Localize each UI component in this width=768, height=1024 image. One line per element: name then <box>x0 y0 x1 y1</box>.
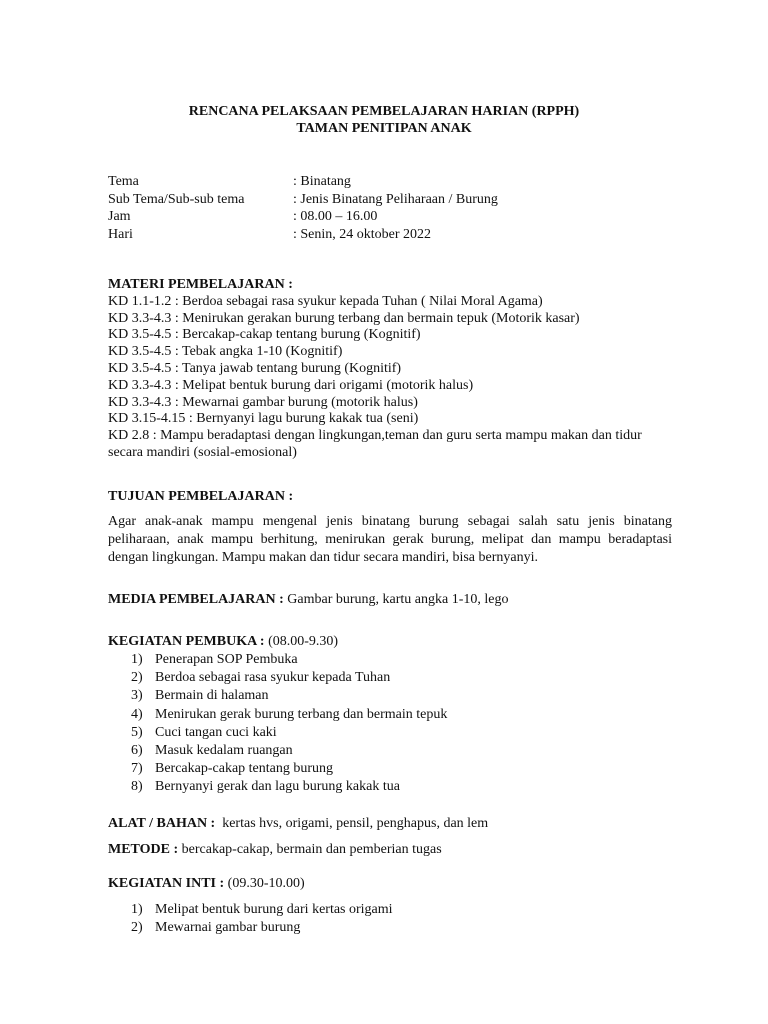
list-item <box>108 919 672 937</box>
list-text: Melipat bentuk burung dari kertas origami <box>155 902 393 917</box>
list-item <box>108 724 672 742</box>
info-value: : Senin, 24 oktober 2022 <box>293 226 432 242</box>
list-number: 6) <box>131 742 143 758</box>
list-number: 3) <box>131 688 143 704</box>
info-label: Tema <box>108 174 139 189</box>
materi-item: KD 3.3-4.3 : Mewarnai gambar burung (motorik halus) <box>108 394 418 410</box>
list-text: Bermain di halaman <box>155 688 269 704</box>
alat-section <box>108 815 672 832</box>
materi-item: KD 3.3-4.3 : Melipat bentuk burung dari origami (motorik halus) <box>108 377 474 393</box>
metode-heading: METODE : <box>108 842 179 857</box>
materi-item: KD 3.5-4.5 : Tebak angka 1-10 (Kognitif) <box>108 344 343 360</box>
list-text: Masuk kedalam ruangan <box>155 742 293 758</box>
info-label: Sub Tema/Sub-sub tema <box>108 191 245 207</box>
media-text: Gambar burung, kartu angka 1-10, lego <box>283 592 509 607</box>
list-number: 4) <box>131 706 143 722</box>
info-value: : Jenis Binatang Peliharaan / Burung <box>293 191 498 207</box>
list-text: Mewarnai gambar burung <box>155 920 301 936</box>
metode-section <box>108 841 672 858</box>
list-text: Menirukan gerak burung terbang dan bermain tepuk <box>155 706 448 722</box>
materi-item: KD 3.5-4.5 : Tanya jawab tentang burung (Kognitif) <box>108 360 402 376</box>
list-item <box>108 706 672 724</box>
list-number: 1) <box>131 652 143 667</box>
inti-heading-row <box>108 875 672 892</box>
materi-section <box>108 276 672 461</box>
document-title: RENCANA PELAKSAAN PEMBELAJARAN HARIAN (RPPH) <box>188 104 580 119</box>
list-text: Bercakap-cakap tentang burung <box>155 761 334 777</box>
info-label: Hari <box>108 226 133 242</box>
info-row-subtema <box>108 191 498 209</box>
list-text: Bernyanyi gerak dan lagu burung kakak tua <box>155 779 400 795</box>
materi-item: KD 3.5-4.5 : Bercakap-cakap tentang burung (Kognitif) <box>108 327 421 343</box>
list-text: Berdoa sebagai rasa syukur kepada Tuhan <box>155 670 391 686</box>
materi-item: KD 3.15-4.15 : Bernyanyi lagu burung kakak tua (seni) <box>108 411 419 427</box>
materi-item: KD 1.1-1.2 : Berdoa sebagai rasa syukur kepada Tuhan ( Nilai Moral Agama) <box>108 293 543 309</box>
materi-item: KD 3.3-4.3 : Menirukan gerakan burung terbang dan bermain tepuk (Motorik kasar) <box>108 310 580 326</box>
info-value: : 08.00 – 16.00 <box>293 209 378 224</box>
inti-time: (09.30-10.00) <box>224 876 305 891</box>
info-table <box>108 173 498 243</box>
metode-text: bercakap-cakap, bermain dan pemberian tugas <box>178 842 442 857</box>
pembuka-list <box>108 651 672 797</box>
list-text: Cuci tangan cuci kaki <box>155 724 277 740</box>
inti-list <box>108 901 672 937</box>
inti-heading: KEGIATAN INTI : <box>108 876 225 891</box>
alat-heading: ALAT / BAHAN : <box>108 816 216 831</box>
list-item <box>108 742 672 760</box>
materi-heading: MATERI PEMBELAJARAN : <box>108 277 293 292</box>
info-row-hari <box>108 226 498 244</box>
info-label: Jam <box>108 209 131 224</box>
tujuan-paragraph: Agar anak-anak mampu mengenal jenis binatang burung sebagai salah satu jenis binatang peliharaan, anak mampu berhitung, menirukan gerak burung, melipat dan mampu beradaptasi dengan lingkungan. Mampu makan dan tidur secara mandiri, bisa bernyanyi. <box>108 514 672 565</box>
media-heading: MEDIA PEMBELAJARAN : <box>108 592 284 607</box>
list-item <box>108 651 672 669</box>
pembuka-time: (08.00-9.30) <box>264 634 339 649</box>
list-number: 2) <box>131 920 143 936</box>
list-number: 7) <box>131 761 143 777</box>
list-item <box>108 669 672 687</box>
list-item <box>108 901 672 919</box>
tujuan-heading: TUJUAN PEMBELAJARAN : <box>108 489 294 504</box>
info-value: : Binatang <box>293 174 351 189</box>
pembuka-heading-row <box>108 633 672 650</box>
list-text: Penerapan SOP Pembuka <box>155 652 298 667</box>
pembuka-heading: KEGIATAN PEMBUKA : <box>108 634 265 649</box>
alat-text: kertas hvs, origami, pensil, penghapus, dan lem <box>215 816 489 831</box>
list-number: 8) <box>131 779 143 795</box>
media-section <box>108 591 672 608</box>
document-subtitle: TAMAN PENITIPAN ANAK <box>296 121 472 136</box>
list-item <box>108 760 672 778</box>
list-item <box>108 778 672 796</box>
list-number: 2) <box>131 670 143 686</box>
info-row-jam <box>108 208 498 226</box>
info-row-tema <box>108 173 498 191</box>
materi-item: KD 2.8 : Mampu beradaptasi dengan lingkungan,teman dan guru serta mampu makan dan tidur secara mandiri (sosial-emosional) <box>108 428 642 461</box>
list-item <box>108 687 672 705</box>
list-number: 1) <box>131 902 143 917</box>
list-number: 5) <box>131 724 143 740</box>
